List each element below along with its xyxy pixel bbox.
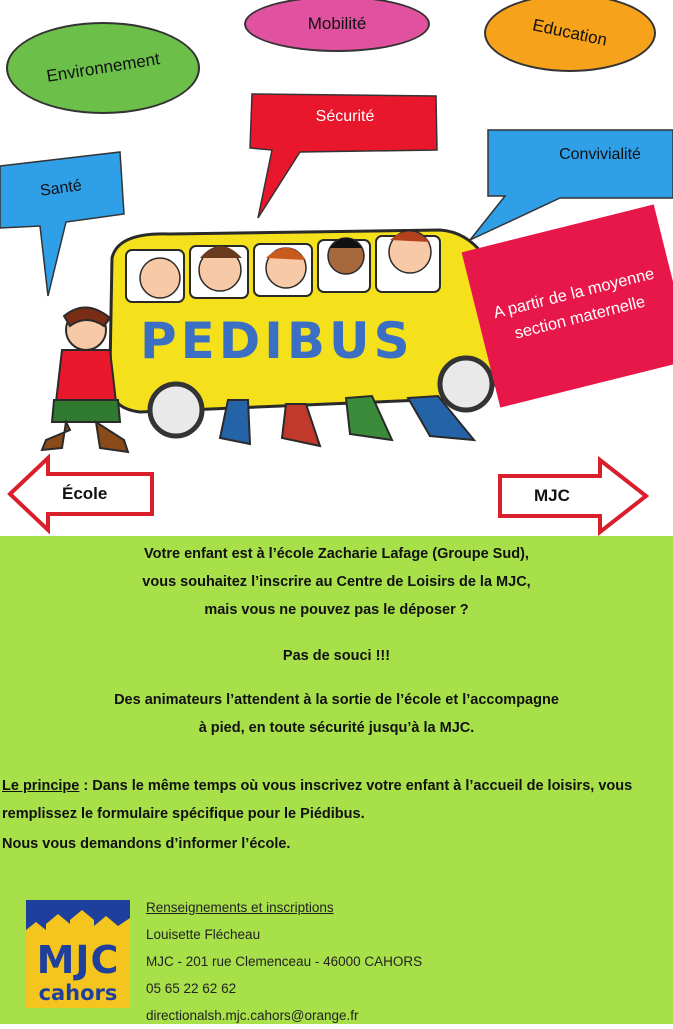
arrow-left-label: École (62, 484, 108, 503)
closing-line: Nous vous demandons d’informer l’école. (2, 836, 291, 852)
principe-label: Le principe (2, 778, 80, 794)
bus-wheel-front (440, 358, 492, 410)
principe-paragraph (2, 772, 670, 828)
contact-name: Louisette Flécheau (146, 927, 261, 942)
bus-wheel-rear (150, 384, 202, 436)
theme-education-label: Education (531, 15, 610, 50)
logo-mjc-text: MJC (36, 938, 120, 982)
logo-cahors-text: cahors (38, 981, 118, 1005)
intro-paragraph (0, 540, 673, 624)
arrow-right-label: MJC (534, 486, 570, 505)
animators-paragraph (0, 686, 673, 742)
intro-line: Votre enfant est à l’école Zacharie Lafage (Groupe Sud), (144, 546, 529, 562)
animators-line: à pied, en toute sécurité jusqu’à la MJC. (198, 720, 475, 736)
animators-line: Des animateurs l’attendent à la sortie de l’école et l’accompagne (114, 692, 559, 708)
intro-line: vous souhaitez l’inscrire au Centre de Loisirs de la MJC, (142, 574, 531, 590)
contact-address: MJC - 201 rue Clemenceau - 46000 CAHORS (146, 954, 423, 969)
bubble-convivialite-label: Convivialité (559, 146, 641, 163)
reassurance-line: Pas de souci !!! (282, 648, 391, 664)
mjc-cahors-logo (26, 900, 130, 1008)
bus-lettering: PEDIBUS (140, 312, 414, 370)
theme-environnement-label: Environnement (44, 49, 161, 86)
principe-text: : Dans le même temps où vous inscrivez votre enfant à l’accueil de loisirs, vous remplissez le formulaire spécifique pour le Piédibus. (2, 778, 633, 822)
contact-phone: 05 65 22 62 62 (146, 981, 237, 996)
bubble-sante-label: Santé (39, 177, 83, 200)
theme-mobilite-label: Mobilité (307, 14, 367, 33)
contact-heading: Renseignements et inscriptions (146, 900, 334, 915)
arrow-right-shape (500, 460, 646, 532)
contact-email: directionalsh.mjc.cahors@orange.fr (146, 1008, 359, 1023)
intro-line: mais vous ne pouvez pas le déposer ? (204, 602, 469, 618)
bubble-securite-label: Sécurité (315, 108, 375, 125)
contact-block (146, 894, 422, 1029)
age-banner-text: A partir de la moyenne section maternelle (491, 264, 657, 343)
